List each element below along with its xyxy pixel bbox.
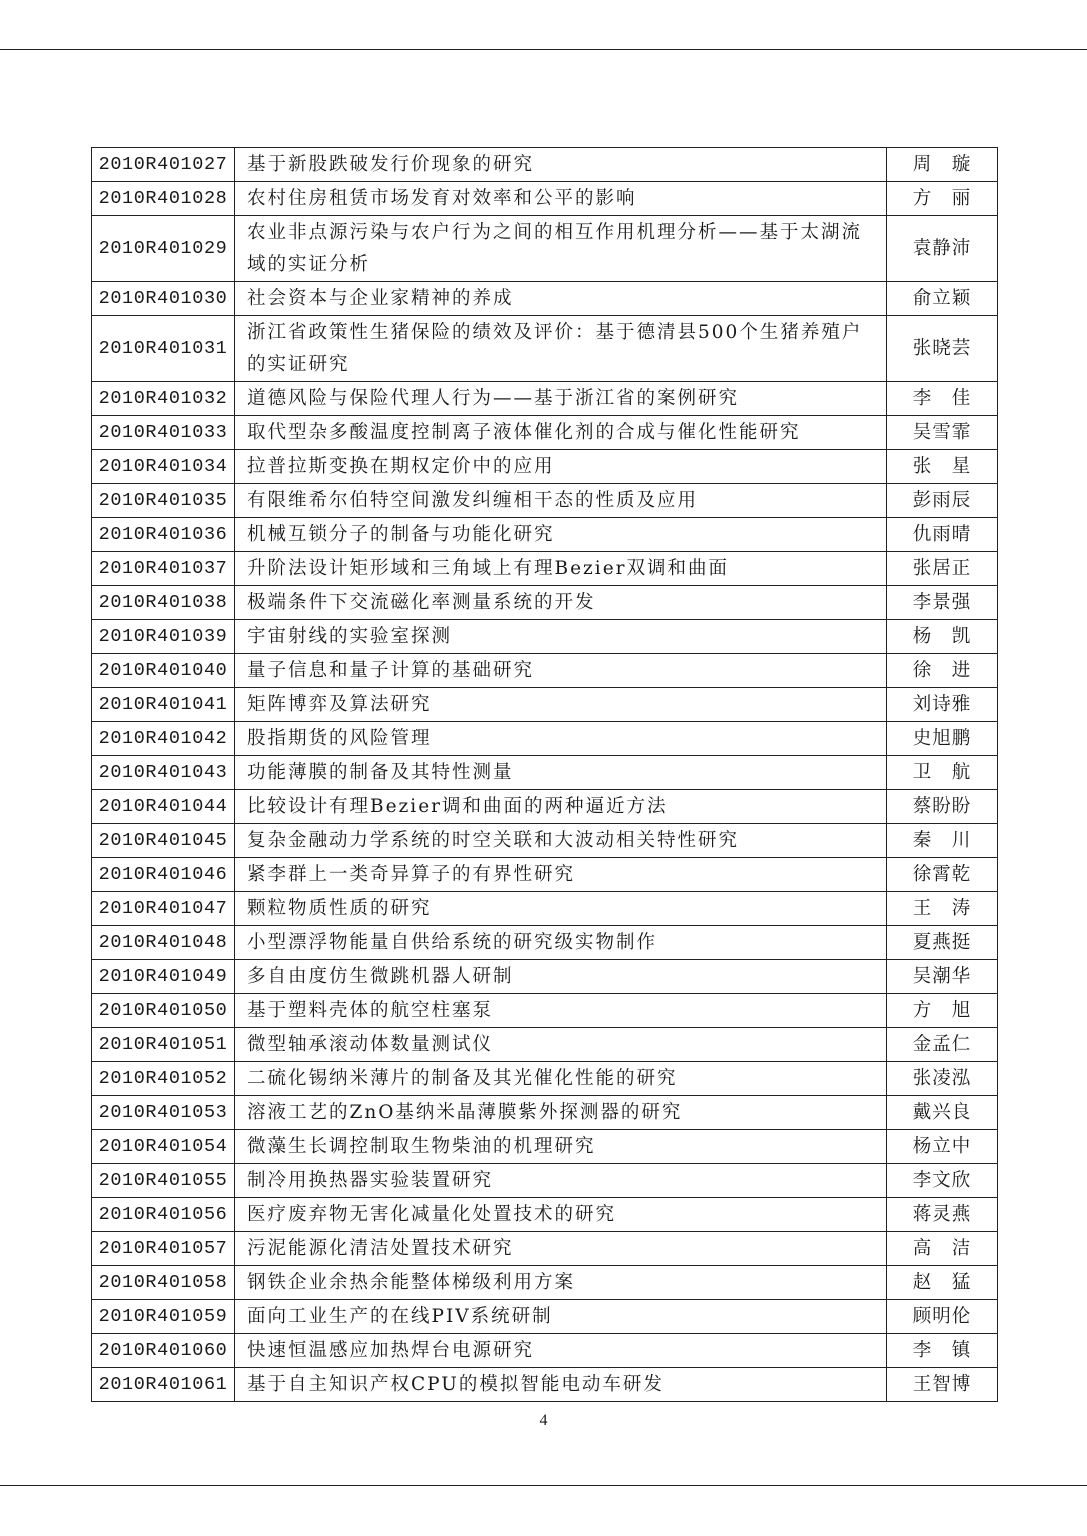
student-name-cell: 方 丽 [887, 182, 998, 216]
project-title-cell: 污泥能源化清洁处置技术研究 [235, 1232, 887, 1266]
student-name-cell: 方 旭 [887, 994, 998, 1028]
project-table-body [92, 148, 998, 1402]
table-row [92, 960, 998, 994]
project-title-cell: 面向工业生产的在线PIV系统研制 [235, 1300, 887, 1334]
project-title-cell: 取代型杂多酸温度控制离子液体催化剂的合成与催化性能研究 [235, 416, 887, 450]
project-id-cell: 2010R401050 [92, 994, 235, 1028]
project-id-cell: 2010R401035 [92, 484, 235, 518]
student-name-cell: 刘诗雅 [887, 688, 998, 722]
student-name-cell: 李文欣 [887, 1164, 998, 1198]
project-id-cell: 2010R401032 [92, 382, 235, 416]
student-name-cell: 戴兴良 [887, 1096, 998, 1130]
project-title-cell: 浙江省政策性生猪保险的绩效及评价：基于德清县500个生猪养殖户的实证研究 [235, 316, 887, 382]
table-row [92, 1062, 998, 1096]
student-name-cell: 李景强 [887, 586, 998, 620]
project-id-cell: 2010R401060 [92, 1334, 235, 1368]
table-row [92, 182, 998, 216]
table-row [92, 1232, 998, 1266]
student-name-cell: 杨立中 [887, 1130, 998, 1164]
project-title-cell: 基于塑料壳体的航空柱塞泵 [235, 994, 887, 1028]
student-name-cell: 李 佳 [887, 382, 998, 416]
project-title-cell: 矩阵博弈及算法研究 [235, 688, 887, 722]
project-id-cell: 2010R401039 [92, 620, 235, 654]
table-row [92, 416, 998, 450]
student-name-cell: 吴雪霏 [887, 416, 998, 450]
student-name-cell: 张 星 [887, 450, 998, 484]
table-row [92, 1368, 998, 1402]
project-title-cell: 股指期货的风险管理 [235, 722, 887, 756]
project-title-cell: 微藻生长调控制取生物柴油的机理研究 [235, 1130, 887, 1164]
table-row [92, 316, 998, 382]
project-id-cell: 2010R401030 [92, 282, 235, 316]
project-title-cell: 医疗废弃物无害化减量化处置技术的研究 [235, 1198, 887, 1232]
table-row [92, 586, 998, 620]
table-row [92, 994, 998, 1028]
table-row [92, 688, 998, 722]
project-id-cell: 2010R401033 [92, 416, 235, 450]
table-row [92, 790, 998, 824]
student-name-cell: 张晓芸 [887, 316, 998, 382]
student-name-cell: 史旭鹏 [887, 722, 998, 756]
page-number: 4 [539, 1412, 548, 1429]
project-title-cell: 农村住房租赁市场发育对效率和公平的影响 [235, 182, 887, 216]
table-row [92, 892, 998, 926]
project-id-cell: 2010R401051 [92, 1028, 235, 1062]
student-name-cell: 顾明伦 [887, 1300, 998, 1334]
project-table [91, 147, 998, 1402]
header-rule [0, 49, 1087, 50]
project-id-cell: 2010R401046 [92, 858, 235, 892]
project-id-cell: 2010R401047 [92, 892, 235, 926]
student-name-cell: 周 璇 [887, 148, 998, 182]
project-id-cell: 2010R401055 [92, 1164, 235, 1198]
student-name-cell: 赵 猛 [887, 1266, 998, 1300]
table-row [92, 824, 998, 858]
project-title-cell: 有限维希尔伯特空间激发纠缠相干态的性质及应用 [235, 484, 887, 518]
table-row [92, 1164, 998, 1198]
student-name-cell: 秦 川 [887, 824, 998, 858]
table-row [92, 518, 998, 552]
student-name-cell: 徐霄乾 [887, 858, 998, 892]
project-id-cell: 2010R401045 [92, 824, 235, 858]
table-row [92, 1028, 998, 1062]
student-name-cell: 俞立颖 [887, 282, 998, 316]
project-id-cell: 2010R401053 [92, 1096, 235, 1130]
student-name-cell: 夏燕挺 [887, 926, 998, 960]
project-id-cell: 2010R401049 [92, 960, 235, 994]
project-title-cell: 颗粒物质性质的研究 [235, 892, 887, 926]
student-name-cell: 彭雨辰 [887, 484, 998, 518]
project-title-cell: 极端条件下交流磁化率测量系统的开发 [235, 586, 887, 620]
project-id-cell: 2010R401043 [92, 756, 235, 790]
project-title-cell: 快速恒温感应加热焊台电源研究 [235, 1334, 887, 1368]
student-name-cell: 仇雨晴 [887, 518, 998, 552]
table-row [92, 756, 998, 790]
student-name-cell: 徐 进 [887, 654, 998, 688]
project-title-cell: 小型漂浮物能量自供给系统的研究级实物制作 [235, 926, 887, 960]
table-row [92, 1300, 998, 1334]
table-row [92, 1334, 998, 1368]
project-title-cell: 微型轴承滚动体数量测试仪 [235, 1028, 887, 1062]
table-row [92, 1198, 998, 1232]
student-name-cell: 蔡盼盼 [887, 790, 998, 824]
project-id-cell: 2010R401061 [92, 1368, 235, 1402]
table-row [92, 282, 998, 316]
project-title-cell: 基于自主知识产权CPU的模拟智能电动车研发 [235, 1368, 887, 1402]
table-row [92, 1130, 998, 1164]
project-title-cell: 升阶法设计矩形域和三角域上有理Bezier双调和曲面 [235, 552, 887, 586]
table-row [92, 1266, 998, 1300]
project-title-cell: 多自由度仿生微跳机器人研制 [235, 960, 887, 994]
student-name-cell: 王 涛 [887, 892, 998, 926]
project-title-cell: 道德风险与保险代理人行为——基于浙江省的案例研究 [235, 382, 887, 416]
project-id-cell: 2010R401029 [92, 216, 235, 282]
table-row [92, 552, 998, 586]
student-name-cell: 杨 凯 [887, 620, 998, 654]
student-name-cell: 王智博 [887, 1368, 998, 1402]
project-id-cell: 2010R401048 [92, 926, 235, 960]
project-title-cell: 比较设计有理Bezier调和曲面的两种逼近方法 [235, 790, 887, 824]
project-title-cell: 紧李群上一类奇异算子的有界性研究 [235, 858, 887, 892]
project-title-cell: 二硫化锡纳米薄片的制备及其光催化性能的研究 [235, 1062, 887, 1096]
project-id-cell: 2010R401059 [92, 1300, 235, 1334]
project-id-cell: 2010R401044 [92, 790, 235, 824]
table-row [92, 620, 998, 654]
student-name-cell: 张居正 [887, 552, 998, 586]
project-id-cell: 2010R401057 [92, 1232, 235, 1266]
project-title-cell: 制冷用换热器实验装置研究 [235, 1164, 887, 1198]
project-title-cell: 溶液工艺的ZnO基纳米晶薄膜紫外探测器的研究 [235, 1096, 887, 1130]
table-row [92, 450, 998, 484]
table-row [92, 382, 998, 416]
project-id-cell: 2010R401036 [92, 518, 235, 552]
project-title-cell: 社会资本与企业家精神的养成 [235, 282, 887, 316]
table-row [92, 926, 998, 960]
project-title-cell: 功能薄膜的制备及其特性测量 [235, 756, 887, 790]
project-title-cell: 基于新股跌破发行价现象的研究 [235, 148, 887, 182]
student-name-cell: 张凌泓 [887, 1062, 998, 1096]
student-name-cell: 卫 航 [887, 756, 998, 790]
footer-rule [0, 1485, 1087, 1486]
student-name-cell: 吴潮华 [887, 960, 998, 994]
project-title-cell: 农业非点源污染与农户行为之间的相互作用机理分析——基于太湖流域的实证分析 [235, 216, 887, 282]
project-id-cell: 2010R401034 [92, 450, 235, 484]
student-name-cell: 高 洁 [887, 1232, 998, 1266]
project-id-cell: 2010R401037 [92, 552, 235, 586]
project-title-cell: 宇宙射线的实验室探测 [235, 620, 887, 654]
student-name-cell: 金孟仁 [887, 1028, 998, 1062]
table-row [92, 148, 998, 182]
project-id-cell: 2010R401041 [92, 688, 235, 722]
project-id-cell: 2010R401052 [92, 1062, 235, 1096]
project-id-cell: 2010R401038 [92, 586, 235, 620]
student-name-cell: 袁静沛 [887, 216, 998, 282]
table-row [92, 1096, 998, 1130]
project-title-cell: 拉普拉斯变换在期权定价中的应用 [235, 450, 887, 484]
project-id-cell: 2010R401028 [92, 182, 235, 216]
project-id-cell: 2010R401027 [92, 148, 235, 182]
project-id-cell: 2010R401042 [92, 722, 235, 756]
project-title-cell: 复杂金融动力学系统的时空关联和大波动相关特性研究 [235, 824, 887, 858]
table-row [92, 484, 998, 518]
student-name-cell: 李 镇 [887, 1334, 998, 1368]
project-id-cell: 2010R401058 [92, 1266, 235, 1300]
project-id-cell: 2010R401054 [92, 1130, 235, 1164]
project-id-cell: 2010R401056 [92, 1198, 235, 1232]
project-title-cell: 机械互锁分子的制备与功能化研究 [235, 518, 887, 552]
table-row [92, 858, 998, 892]
project-id-cell: 2010R401031 [92, 316, 235, 382]
project-title-cell: 量子信息和量子计算的基础研究 [235, 654, 887, 688]
student-name-cell: 蒋灵燕 [887, 1198, 998, 1232]
project-title-cell: 钢铁企业余热余能整体梯级利用方案 [235, 1266, 887, 1300]
table-row [92, 216, 998, 282]
table-row [92, 654, 998, 688]
project-id-cell: 2010R401040 [92, 654, 235, 688]
table-row [92, 722, 998, 756]
